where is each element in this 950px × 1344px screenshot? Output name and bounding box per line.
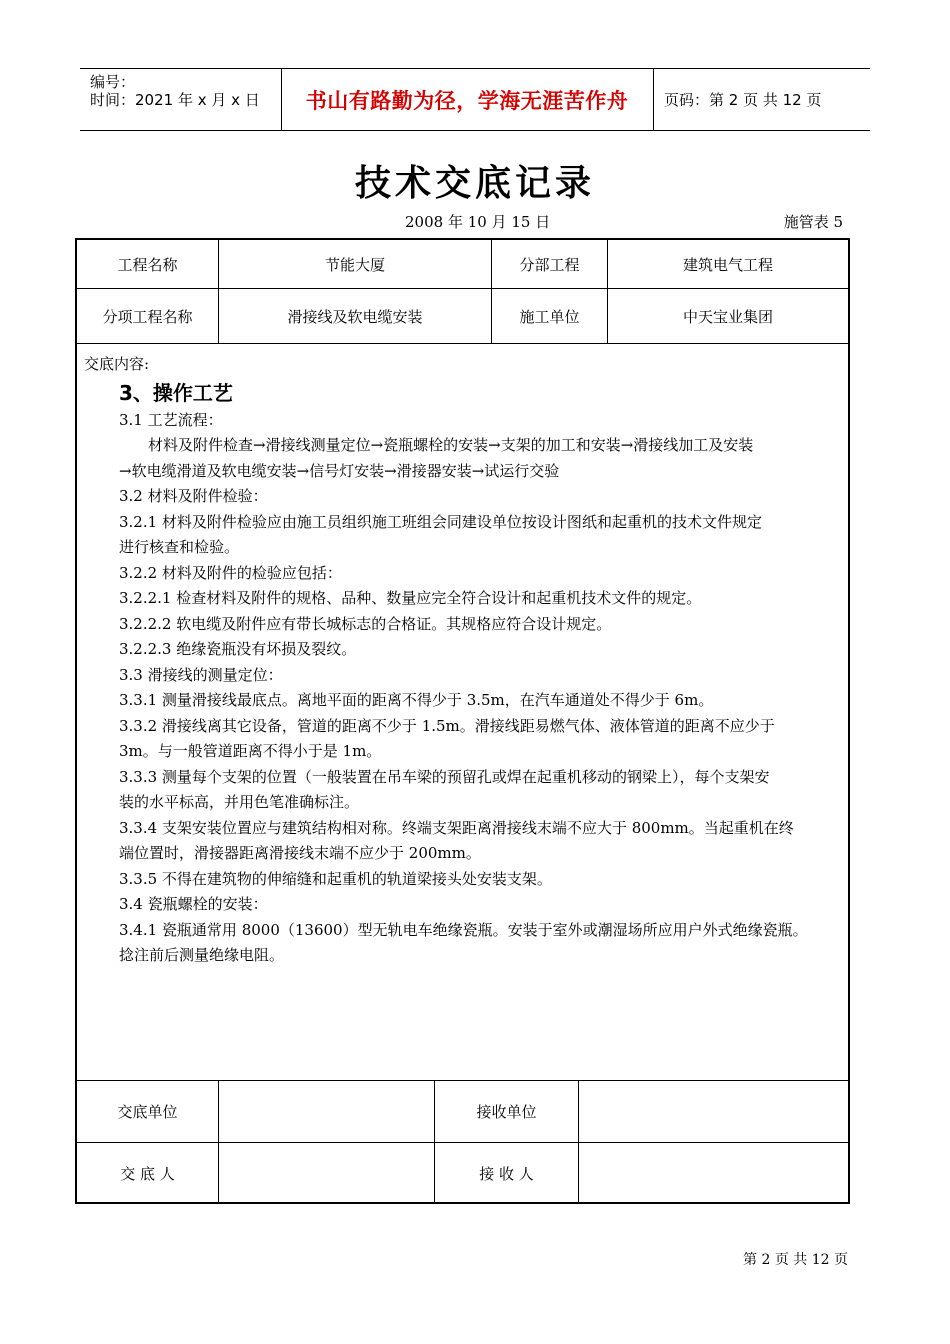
content-line: 捻注前后测量绝缘电阻。 xyxy=(119,946,285,964)
content-line: 3.1 工艺流程： xyxy=(119,410,223,429)
briefing-content xyxy=(84,352,844,969)
content-line: →软电缆滑道及软电缆安装→信号灯安装→滑接器安装→试运行交验 xyxy=(119,461,560,480)
receiver-field[interactable] xyxy=(579,1143,848,1204)
issuer-field[interactable] xyxy=(219,1143,434,1204)
content-line: 3.3.2 滑接线离其它设备，管道的距离不少于 1.5m。滑接线距易燃气体、液体管道的距离不应少于 xyxy=(119,716,775,735)
content-line: 3.2.2.2 软电缆及附件应有带长城标志的合格证。其规格应符合设计规定。 xyxy=(119,614,612,633)
content-line: 3.3.5 不得在建筑物的伸缩缝和起重机的轨道梁接头处安装支架。 xyxy=(119,869,552,888)
project-name-label: 工程名称 xyxy=(117,255,178,274)
contractor-label: 施工单位 xyxy=(519,307,580,326)
time-label: 时间：2021 年 x 月 x 日 xyxy=(90,91,260,109)
content-line: 3.2.2.3 绝缘瓷瓶没有坏损及裂纹。 xyxy=(119,640,357,658)
content-line: 装的水平标高，并用色笔准确标注。 xyxy=(119,793,360,811)
content-line: 3.4 瓷瓶螺栓的安装： xyxy=(119,895,268,913)
contractor-value: 中天宝业集团 xyxy=(682,307,773,326)
divider xyxy=(77,343,848,344)
issuer-unit-field[interactable] xyxy=(219,1081,434,1142)
division-value: 建筑电气工程 xyxy=(682,255,773,274)
record-date: 2008 年 10 月 15 日 xyxy=(405,213,551,231)
content-line: 3.3.1 测量滑接线最底点。离地平面的距离不得少于 3.5m，在汽车通道处不得少于 6m。 xyxy=(119,691,714,709)
header-motto xyxy=(281,69,654,130)
content-line: 3.2.2.1 检查材料及附件的规格、品种、数量应完全符合设计和起重机技术文件的规定。 xyxy=(119,589,702,607)
issuer-unit-label: 交底单位 xyxy=(117,1103,178,1121)
content-line: 材料及附件检查→滑接线测量定位→瓷瓶螺栓的安装→支架的加工和安装→滑接线加工及安装 xyxy=(148,436,754,454)
header-page xyxy=(654,69,870,130)
header-meta xyxy=(80,69,282,130)
page-header xyxy=(80,68,870,131)
content-line: 3.3 滑接线的测量定位： xyxy=(119,665,283,684)
page-title: 技术交底记录 xyxy=(354,163,595,204)
content-line: 端位置时，滑接器距离滑接线末端不应少于 200mm。 xyxy=(119,844,481,862)
page-label: 页码：第 2 页 共 12 页 xyxy=(664,91,822,109)
content-line: 3.2.1 材料及附件检验应由施工员组织施工班组会同建设单位按设计图纸和起重机的技术文件规定 xyxy=(119,512,762,531)
content-line: 3.2 材料及附件检验： xyxy=(119,487,268,505)
issuer-label: 交 底 人 xyxy=(120,1165,175,1183)
number-label: 编号： xyxy=(90,73,136,91)
content-line: 3.3.4 支架安装位置应与建筑结构相对称。终端支架距离滑接线末端不应大于 800mm。当起重机在终 xyxy=(119,818,794,837)
content-line: 3.3.3 测量每个支架的位置（一般装置在吊车梁的预留孔或焊在起重机移动的钢梁上），每个支架安 xyxy=(119,767,770,786)
receiver-unit-field[interactable] xyxy=(579,1081,848,1142)
receiver-unit-label: 接收单位 xyxy=(476,1103,537,1121)
subitem-value: 滑接线及软电缆安装 xyxy=(287,307,423,326)
motto-text: 书山有路勤为径，学海无涯苦作舟 xyxy=(305,88,629,113)
receiver-label: 接 收 人 xyxy=(479,1165,534,1183)
content-line: 3.4.1 瓷瓶通常用 8000（13600）型无轨电车绝缘瓷瓶。安装于室外或潮湿场所应用户外式绝缘瓷瓶。 xyxy=(119,920,808,939)
form-number: 施管表 5 xyxy=(783,213,843,231)
subitem-label: 分项工程名称 xyxy=(102,307,193,326)
project-name-value: 节能大厦 xyxy=(324,255,385,274)
page-footer: 第 2 页 共 12 页 xyxy=(743,1252,848,1268)
content-label: 交底内容: xyxy=(84,355,150,373)
content-line: 3.2.2 材料及附件的检验应包括： xyxy=(119,563,342,582)
section-title: 3、操作工艺 xyxy=(119,380,233,405)
division-label: 分部工程 xyxy=(519,255,580,274)
content-line: 进行核查和检验。 xyxy=(119,538,240,556)
content-line: 3m。与一般管道距离不得小于是 1m。 xyxy=(119,742,382,760)
